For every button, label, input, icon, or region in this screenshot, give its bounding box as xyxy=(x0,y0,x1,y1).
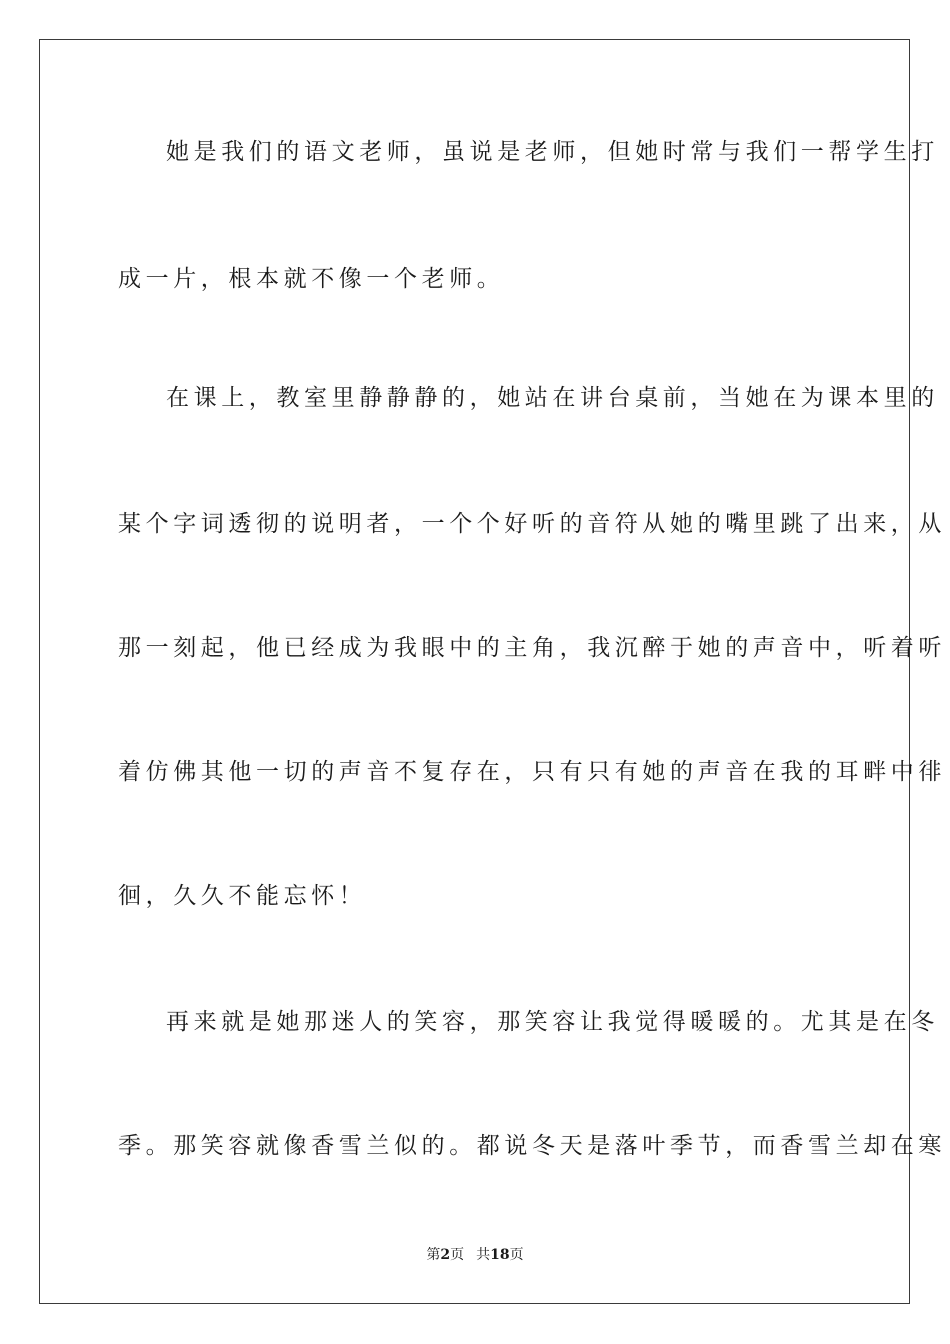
total-suffix: 页 xyxy=(509,1247,524,1263)
paragraph-3-line-1: 再来就是她那迷人的笑容，那笑容让我觉得暖暖的。尤其是在冬 xyxy=(166,1009,939,1035)
page-footer xyxy=(0,1246,950,1264)
paragraph-2-line-4: 着仿佛其他一切的声音不复存在，只有只有她的声音在我的耳畔中徘 xyxy=(118,759,946,785)
paragraph-2-line-5: 徊，久久不能忘怀！ xyxy=(118,883,367,909)
paragraph-1-line-2: 成一片，根本就不像一个老师。 xyxy=(118,266,505,292)
page-border xyxy=(39,39,946,1304)
page-total: 18 xyxy=(490,1247,510,1263)
paragraph-1-line-1: 她是我们的语文老师，虽说是老师，但她时常与我们一帮学生打 xyxy=(166,139,939,165)
page-suffix: 页 xyxy=(450,1247,465,1263)
paragraph-2-line-3: 那一刻起，他已经成为我眼中的主角，我沉醉于她的声音中，听着听 xyxy=(118,635,946,661)
total-prefix: 共 xyxy=(476,1247,491,1263)
paragraph-3-line-2: 季。那笑容就像香雪兰似的。都说冬天是落叶季节，而香雪兰却在寒 xyxy=(118,1133,946,1159)
paragraph-2-line-1: 在课上，教室里静静静的，她站在讲台桌前，当她在为课本里的 xyxy=(166,385,939,411)
page-current: 2 xyxy=(440,1247,451,1263)
paragraph-2-line-2: 某个字词透彻的说明者，一个个好听的音符从她的嘴里跳了出来，从 xyxy=(118,511,946,537)
page-prefix: 第 xyxy=(426,1247,441,1263)
